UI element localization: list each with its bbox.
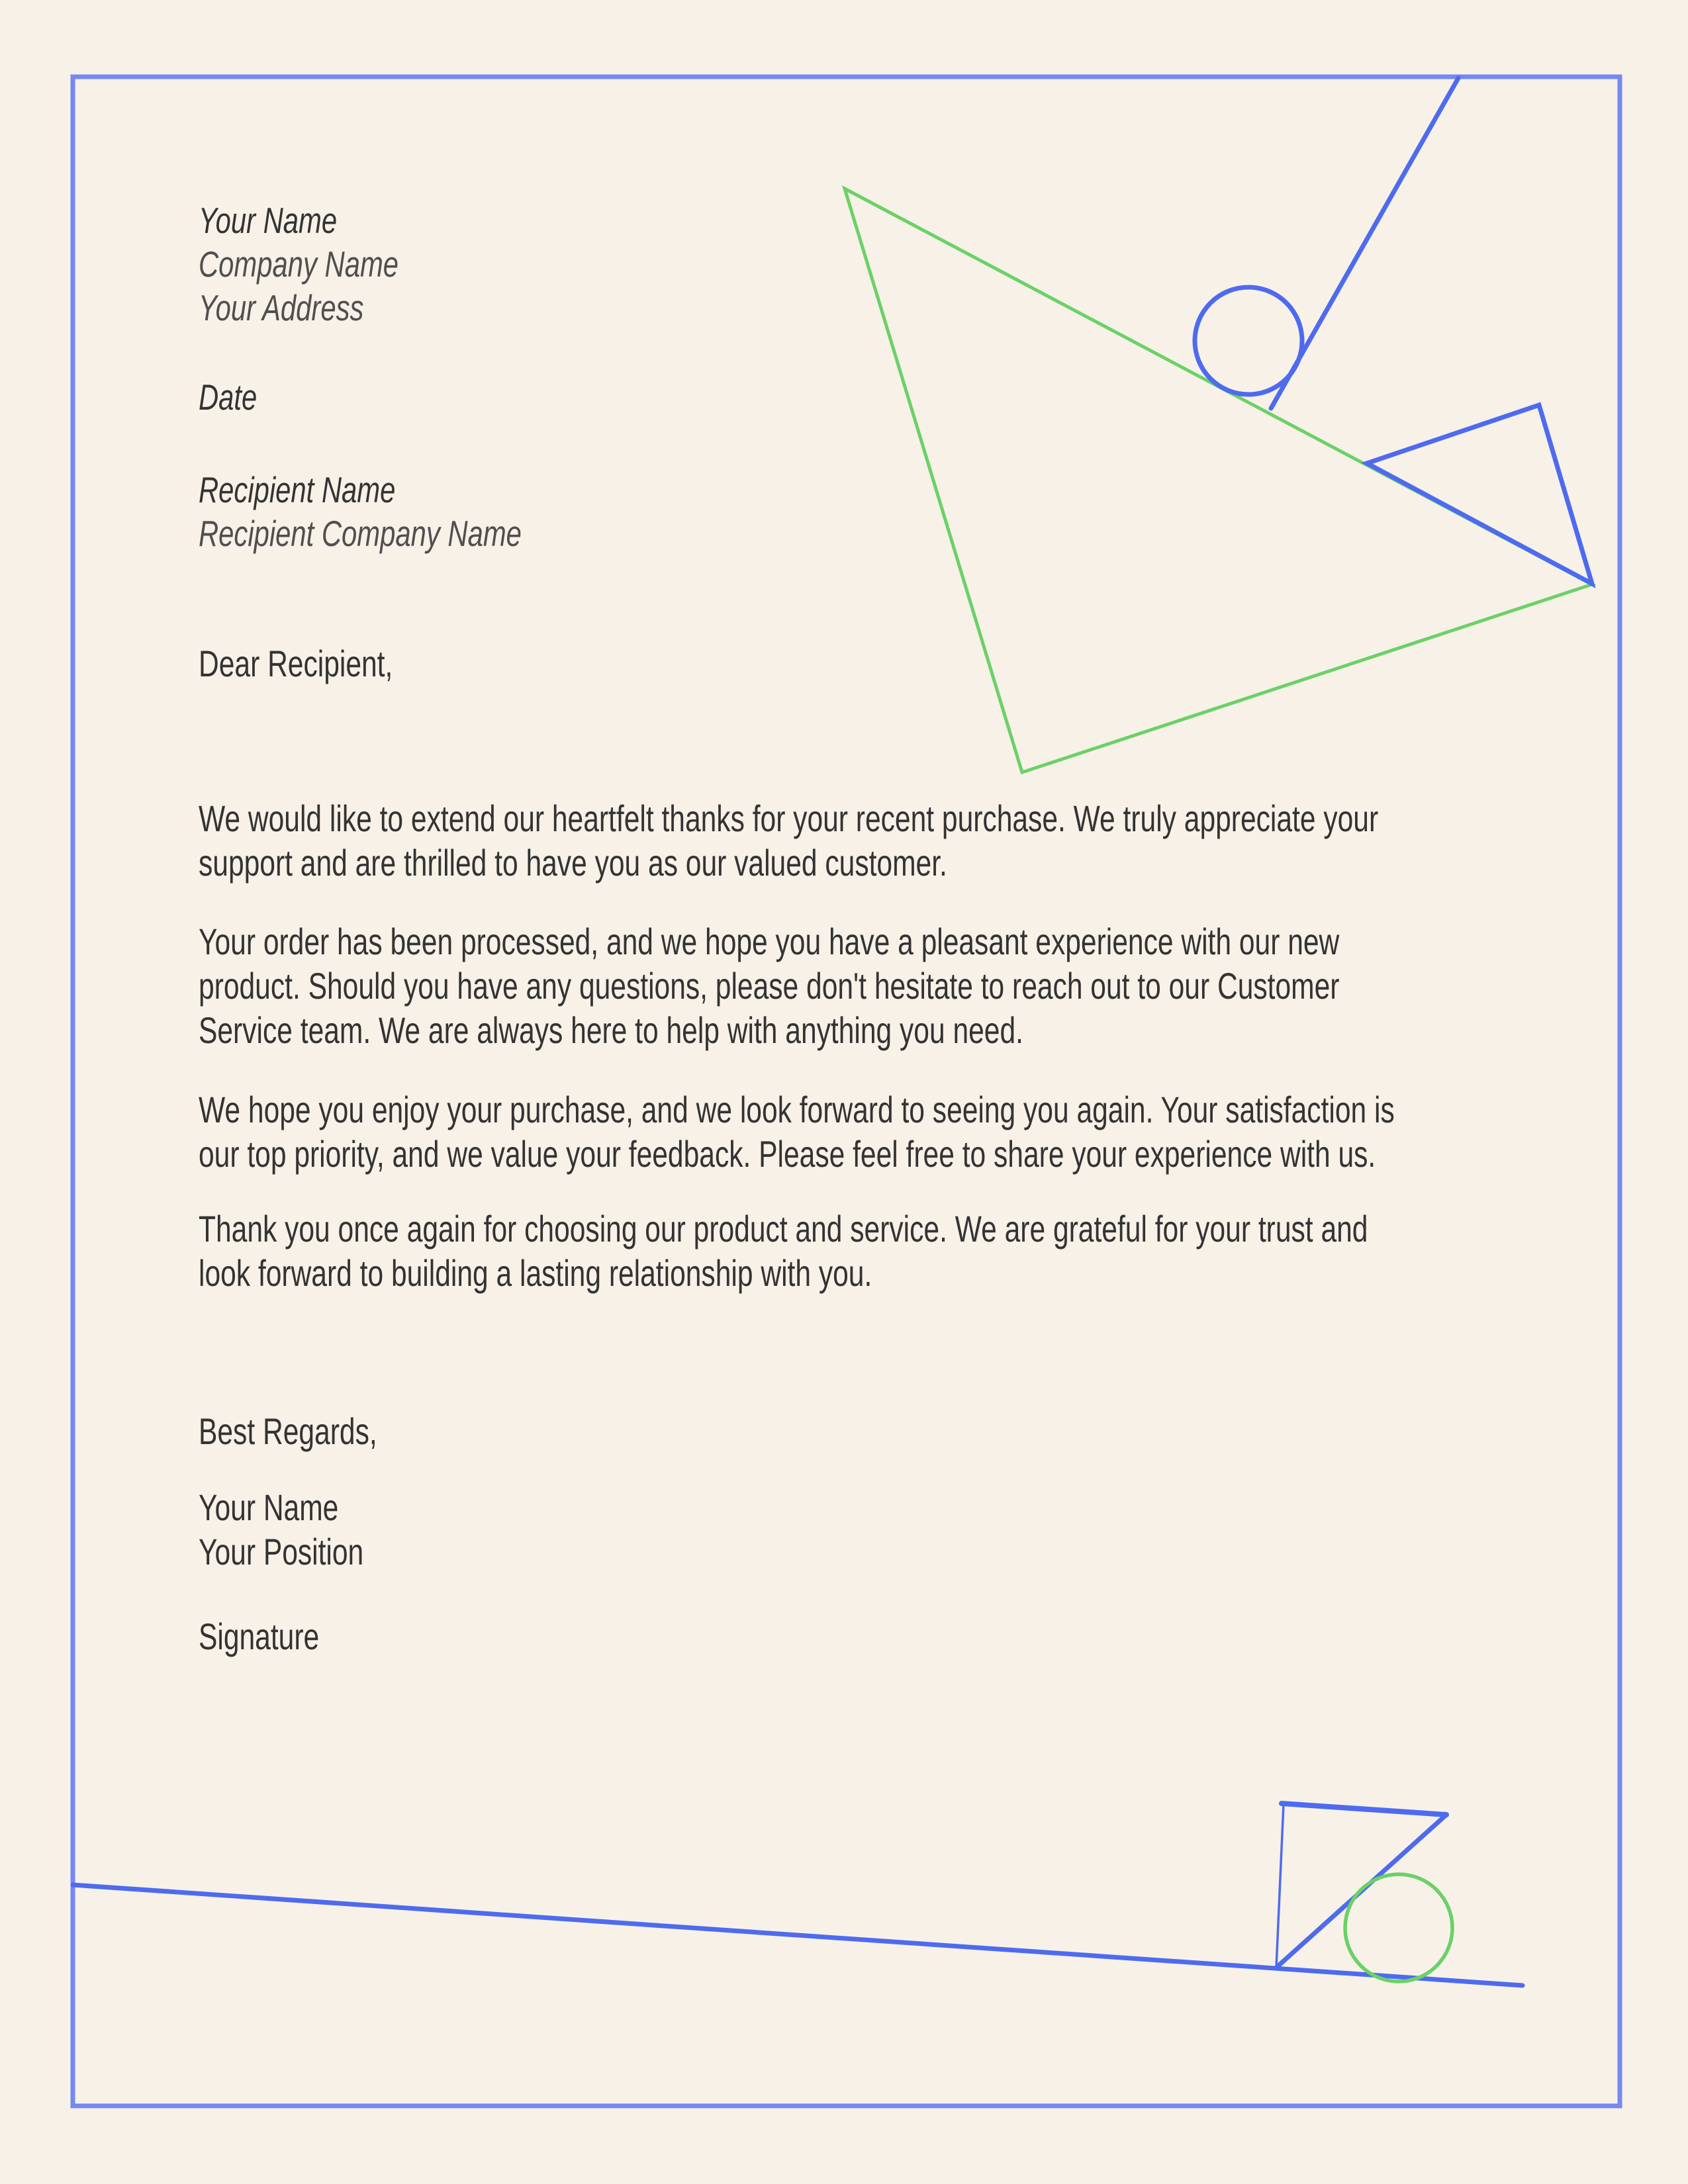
bottom-triangle-top-edge xyxy=(1282,1803,1446,1815)
paragraph-1-line-2: support and are thrilled to have you as our valued customer. xyxy=(199,842,947,884)
blue-triangle-decoration xyxy=(1367,405,1592,584)
sender-block xyxy=(199,199,399,330)
signer-position: Your Position xyxy=(199,1531,364,1572)
paragraph-2-line-1: Your order has been processed, and we hope you have a pleasant experience with our new xyxy=(199,921,1340,962)
paragraph-2-line-3: Service team. We are always here to help with anything you need. xyxy=(199,1009,1023,1051)
green-triangle-decoration xyxy=(845,189,1592,772)
recipient-block xyxy=(199,468,522,555)
paragraph-1-line-1: We would like to extend our heartfelt thanks for your recent purchase. We truly appreciate your xyxy=(199,797,1379,839)
paragraph-3-line-1: We hope you enjoy your purchase, and we look forward to seeing you again. Your satisfaction is xyxy=(199,1089,1395,1130)
date-line: Date xyxy=(199,377,258,418)
paragraph-3 xyxy=(199,1087,1395,1176)
paragraph-4-line-1: Thank you once again for choosing our product and service. We are grateful for your trust and xyxy=(199,1208,1368,1250)
recipient-company: Recipient Company Name xyxy=(199,513,522,554)
signature-label: Signature xyxy=(199,1615,320,1657)
sender-company: Company Name xyxy=(199,244,399,285)
recipient-name: Recipient Name xyxy=(199,469,396,510)
paragraph-1 xyxy=(199,796,1378,885)
bottom-blue-line-decoration xyxy=(73,1885,1523,1985)
sender-address: Your Address xyxy=(199,287,364,328)
paragraph-2-line-2: product. Should you have any questions, please don't hesitate to reach out to our Customer xyxy=(199,965,1340,1007)
sender-name: Your Name xyxy=(199,200,338,241)
paragraph-4 xyxy=(199,1206,1368,1295)
closing-line: Best Regards, xyxy=(199,1410,377,1452)
signer-name: Your Name xyxy=(199,1486,339,1528)
paragraph-4-line-2: look forward to building a lasting relationship with you. xyxy=(199,1252,872,1294)
paragraph-2 xyxy=(199,919,1339,1052)
signer-block xyxy=(199,1485,363,1574)
paragraph-3-line-2: our top priority, and we value your feedback. Please feel free to share your experience with us. xyxy=(199,1133,1376,1175)
bottom-triangle-left-edge xyxy=(1276,1804,1284,1968)
blue-circle-decoration xyxy=(1195,287,1302,394)
green-circle-decoration xyxy=(1345,1874,1452,1981)
salutation: Dear Recipient, xyxy=(199,643,393,684)
